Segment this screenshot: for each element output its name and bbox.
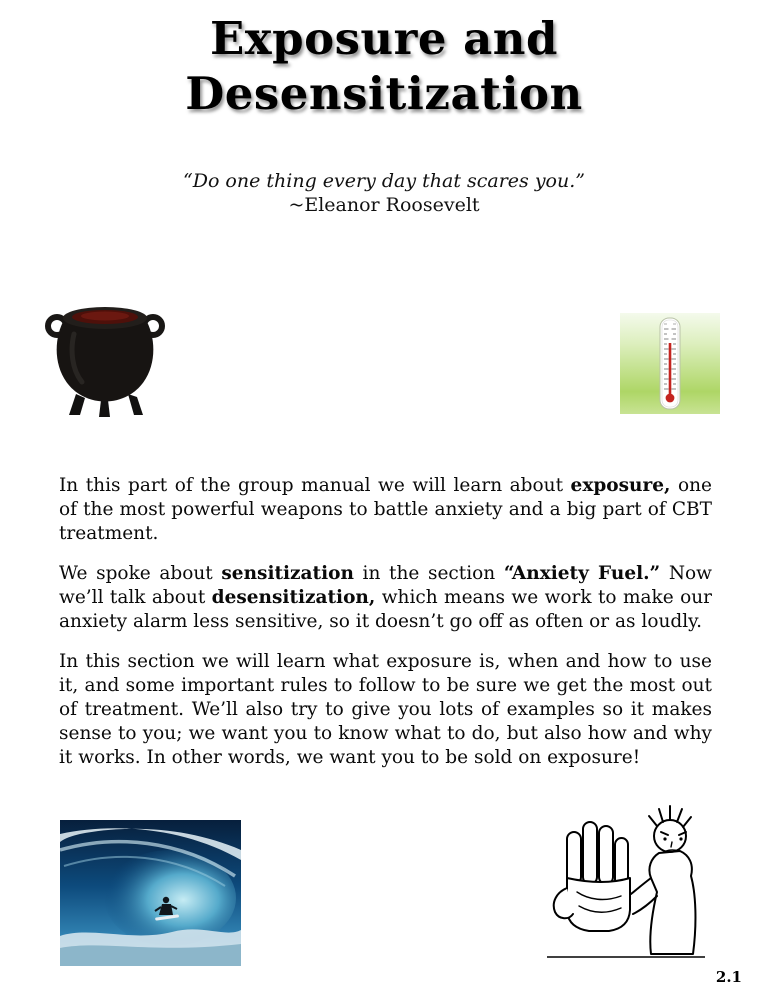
p2-text-2: in the section — [353, 563, 504, 585]
p3-text: In this section we will learn what exposure is, when and how to use it, and some important rules to follow to be sure we get the most out of treatment. We’ll also try to give you lots of examples so it makes sense to you; we want you to know what to do, but also how and why it works. In other words, we want you to be sold on exposure! — [59, 651, 712, 769]
stop-hand-image — [543, 796, 709, 962]
p2-bold-anxiety-fuel: “Anxiety Fuel.” — [503, 563, 661, 585]
wave-image — [60, 820, 241, 966]
p2-text-4: which means we work to make our anxiety alarm less sensitive, so it doesn’t go off as often or as loudly. — [59, 587, 712, 633]
surfer-wave-photo — [60, 820, 241, 966]
stop-hand-drawing — [543, 796, 709, 962]
paragraph-1 — [59, 474, 712, 546]
p1-bold-exposure: exposure, — [570, 475, 671, 496]
p2-bold-desensitization: desensitization, — [211, 587, 376, 609]
paragraph-3 — [59, 650, 712, 770]
page-title-line2: Desensitization — [185, 66, 583, 120]
thermometer-icon — [620, 313, 720, 414]
page-title — [0, 12, 768, 122]
quote-attribution: ~Eleanor Roosevelt — [288, 194, 480, 216]
body-text — [59, 474, 712, 787]
p1-text-2: one of the most powerful weapons to battle anxiety and a big part of CBT treatment. — [59, 475, 712, 545]
p1-text: In this part of the group manual we will learn about — [59, 475, 571, 496]
cauldron-image — [44, 288, 166, 422]
p2-bold-sensitization: sensitization — [221, 563, 354, 585]
quote-text: “Do one thing every day that scares you.” — [183, 170, 585, 192]
page-number: 2.1 — [715, 968, 742, 986]
thermometer-image — [620, 313, 720, 414]
p2-text: We spoke about — [59, 563, 222, 585]
p2-text-3: Now we’ll talk about — [59, 563, 713, 609]
cauldron-icon — [44, 288, 166, 422]
paragraph-2 — [59, 562, 712, 634]
page-title-line1: Exposure and — [209, 12, 558, 65]
